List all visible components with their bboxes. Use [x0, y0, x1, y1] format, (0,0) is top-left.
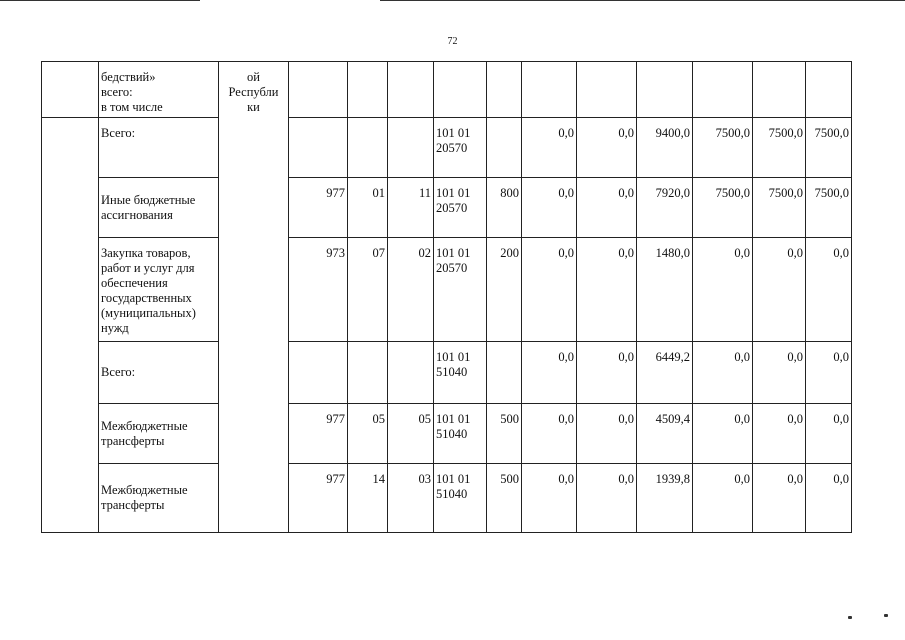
ministry-code: 977: [289, 404, 348, 464]
table-row: [42, 464, 852, 533]
expense-type-code: [487, 118, 522, 178]
amount-4: 0,0: [693, 464, 753, 533]
amount-3: 7920,0: [637, 178, 693, 238]
header-blank: [42, 62, 99, 118]
amount-3: 4509,4: [637, 404, 693, 464]
row-description: Межбюджетные трансферты: [99, 464, 219, 533]
amount-6: 0,0: [806, 342, 852, 404]
table-row: [42, 178, 852, 238]
subsection-code: [388, 118, 434, 178]
table-row: [42, 238, 852, 342]
amount-4: 0,0: [693, 404, 753, 464]
ministry-code: 977: [289, 464, 348, 533]
subsection-code: 05: [388, 404, 434, 464]
amount-2: 0,0: [577, 118, 637, 178]
expense-type-code: 500: [487, 404, 522, 464]
amount-3: 6449,2: [637, 342, 693, 404]
ministry-code: 973: [289, 238, 348, 342]
page-number: 72: [447, 36, 458, 47]
section-code: 14: [348, 464, 388, 533]
scan-speck: [848, 616, 852, 619]
table-row: [42, 342, 852, 404]
amount-5: 0,0: [753, 464, 806, 533]
subsection-code: 02: [388, 238, 434, 342]
row-description: Всего:: [99, 118, 219, 178]
expense-type-code: [487, 342, 522, 404]
amount-3: 1939,8: [637, 464, 693, 533]
top-rule-right: [380, 0, 905, 1]
header-title-cell: ой Республи ки: [219, 62, 289, 533]
amount-2: 0,0: [577, 464, 637, 533]
row-description: Межбюджетные трансферты: [99, 404, 219, 464]
target-article-code: 101 01 20570: [434, 238, 487, 342]
amount-3: 9400,0: [637, 118, 693, 178]
amount-1: 0,0: [522, 118, 577, 178]
amount-3: 1480,0: [637, 238, 693, 342]
amount-2: 0,0: [577, 342, 637, 404]
section-code: [348, 118, 388, 178]
amount-6: 0,0: [806, 404, 852, 464]
amount-2: 0,0: [577, 404, 637, 464]
target-article-code: 101 01 20570: [434, 118, 487, 178]
ministry-code: [289, 342, 348, 404]
amount-5: 0,0: [753, 342, 806, 404]
row-description: Всего:: [99, 342, 219, 404]
ministry-code: 977: [289, 178, 348, 238]
amount-1: 0,0: [522, 464, 577, 533]
amount-4: 7500,0: [693, 178, 753, 238]
amount-5: 7500,0: [753, 178, 806, 238]
row-description: Закупка товаров, работ и услуг для обеспечения государственных (муниципальных) нужд: [99, 238, 219, 342]
amount-6: 7500,0: [806, 118, 852, 178]
amount-2: 0,0: [577, 178, 637, 238]
section-code: [348, 342, 388, 404]
top-rule-left: [0, 0, 200, 1]
subsection-code: 03: [388, 464, 434, 533]
left-merged-cell: [42, 118, 99, 533]
header-description: бедствий» всего: в том числе: [99, 62, 219, 118]
section-code: 01: [348, 178, 388, 238]
amount-1: 0,0: [522, 178, 577, 238]
target-article-code: 101 01 51040: [434, 464, 487, 533]
target-article-code: 101 01 51040: [434, 404, 487, 464]
amount-5: 0,0: [753, 238, 806, 342]
expense-type-code: 200: [487, 238, 522, 342]
target-article-code: 101 01 20570: [434, 178, 487, 238]
row-description: Иные бюджетные ассигнования: [99, 178, 219, 238]
amount-4: 0,0: [693, 238, 753, 342]
amount-4: 7500,0: [693, 118, 753, 178]
subsection-code: 11: [388, 178, 434, 238]
amount-1: 0,0: [522, 342, 577, 404]
amount-1: 0,0: [522, 404, 577, 464]
table-row: [42, 404, 852, 464]
amount-4: 0,0: [693, 342, 753, 404]
amount-1: 0,0: [522, 238, 577, 342]
expense-type-code: 500: [487, 464, 522, 533]
table-row: [42, 118, 852, 178]
amount-6: 7500,0: [806, 178, 852, 238]
section-code: 07: [348, 238, 388, 342]
scan-speck: [884, 614, 888, 617]
section-code: 05: [348, 404, 388, 464]
amount-5: 7500,0: [753, 118, 806, 178]
amount-2: 0,0: [577, 238, 637, 342]
amount-6: 0,0: [806, 238, 852, 342]
header-row: [42, 62, 852, 118]
expense-type-code: 800: [487, 178, 522, 238]
ministry-code: [289, 118, 348, 178]
subsection-code: [388, 342, 434, 404]
amount-6: 0,0: [806, 464, 852, 533]
amount-5: 0,0: [753, 404, 806, 464]
target-article-code: 101 01 51040: [434, 342, 487, 404]
budget-table: [41, 61, 852, 533]
